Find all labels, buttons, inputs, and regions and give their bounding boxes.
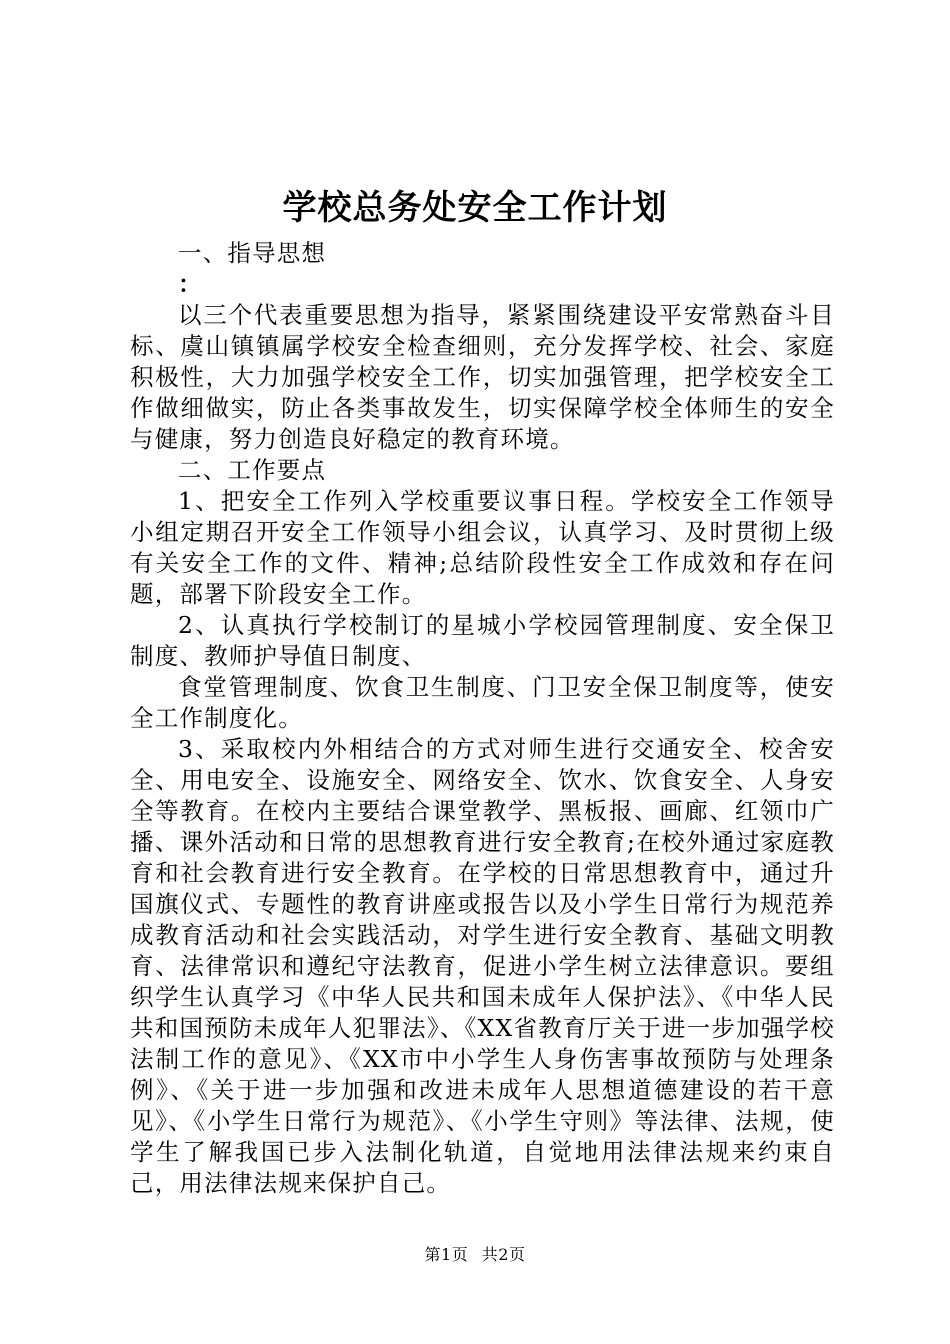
document-body (130, 238, 835, 1199)
page-number: 第1页 (424, 1245, 469, 1264)
page-total: 共2页 (481, 1245, 526, 1264)
section-heading-guiding-ideology: 一、指导思想 (178, 239, 327, 267)
section-heading-work-points: 二、工作要点 (178, 456, 327, 484)
page-footer (0, 1244, 950, 1266)
document-title: 学校总务处安全工作计划 (282, 188, 668, 228)
paragraph-point-1: 1、把安全工作列入学校重要议事日程。学校安全工作领导小组定期召开安全工作领导小组会议，认真学习、及时贯彻上级有关安全工作的文件、精神;总结阶段性安全工作成效和存在问题，部署下阶段安全工作。 (130, 487, 835, 608)
paragraph-guiding-ideology: 以三个代表重要思想为指导，紧紧围绕建设平安常熟奋斗目标、虞山镇镇属学校安全检查细则，充分发挥学校、社会、家庭积极性，大力加强学校安全工作，切实加强管理，把学校安全工作做细做实，防止各类事故发生，切实保障学校全体师生的安全与健康，努力创造良好稳定的教育环境。 (130, 301, 835, 453)
paragraph-point-2-continued: 食堂管理制度、饮食卫生制度、门卫安全保卫制度等，使安全工作制度化。 (130, 673, 835, 732)
paragraph-point-3: 3、采取校内外相结合的方式对师生进行交通安全、校舍安全、用电安全、设施安全、网络安全、饮水、饮食安全、人身安全等教育。在校内主要结合课堂教学、黑板报、画廊、红领巾广播、课外活动和日常的思想教育进行安全教育;在校外通过家庭教育和社会教育进行安全教育。在学校的日常思想教育中，通过升国旗仪式、专题性的教育讲座或报告以及小学生日常行为规范养成教育活动和社会实践活动，对学生进行安全教育、基础文明教育、法律常识和遵纪守法教育，促进小学生树立法律意识。要组织学生认真学习《中华人民共和国未成年人保护法》、《中华人民共和国预防未成年人犯罪法》、《XX省教育厅关于进一步加强学校法制工作的意见》、《XX市中小学生人身伤害事故预防与处理条例》、《关于进一步加强和改进未成年人思想道德建设的若干意见》、《小学生日常行为规范》、《小学生守则》等法律、法规，使学生了解我国已步入法制化轨道，自觉地用法律法规来约束自己，用法律法规来保护自己。 (130, 735, 835, 1197)
section-heading-colon: ： (178, 270, 203, 298)
paragraph-point-2: 2、认真执行学校制订的星城小学校园管理制度、安全保卫制度、教师护导值日制度、 (130, 611, 835, 670)
